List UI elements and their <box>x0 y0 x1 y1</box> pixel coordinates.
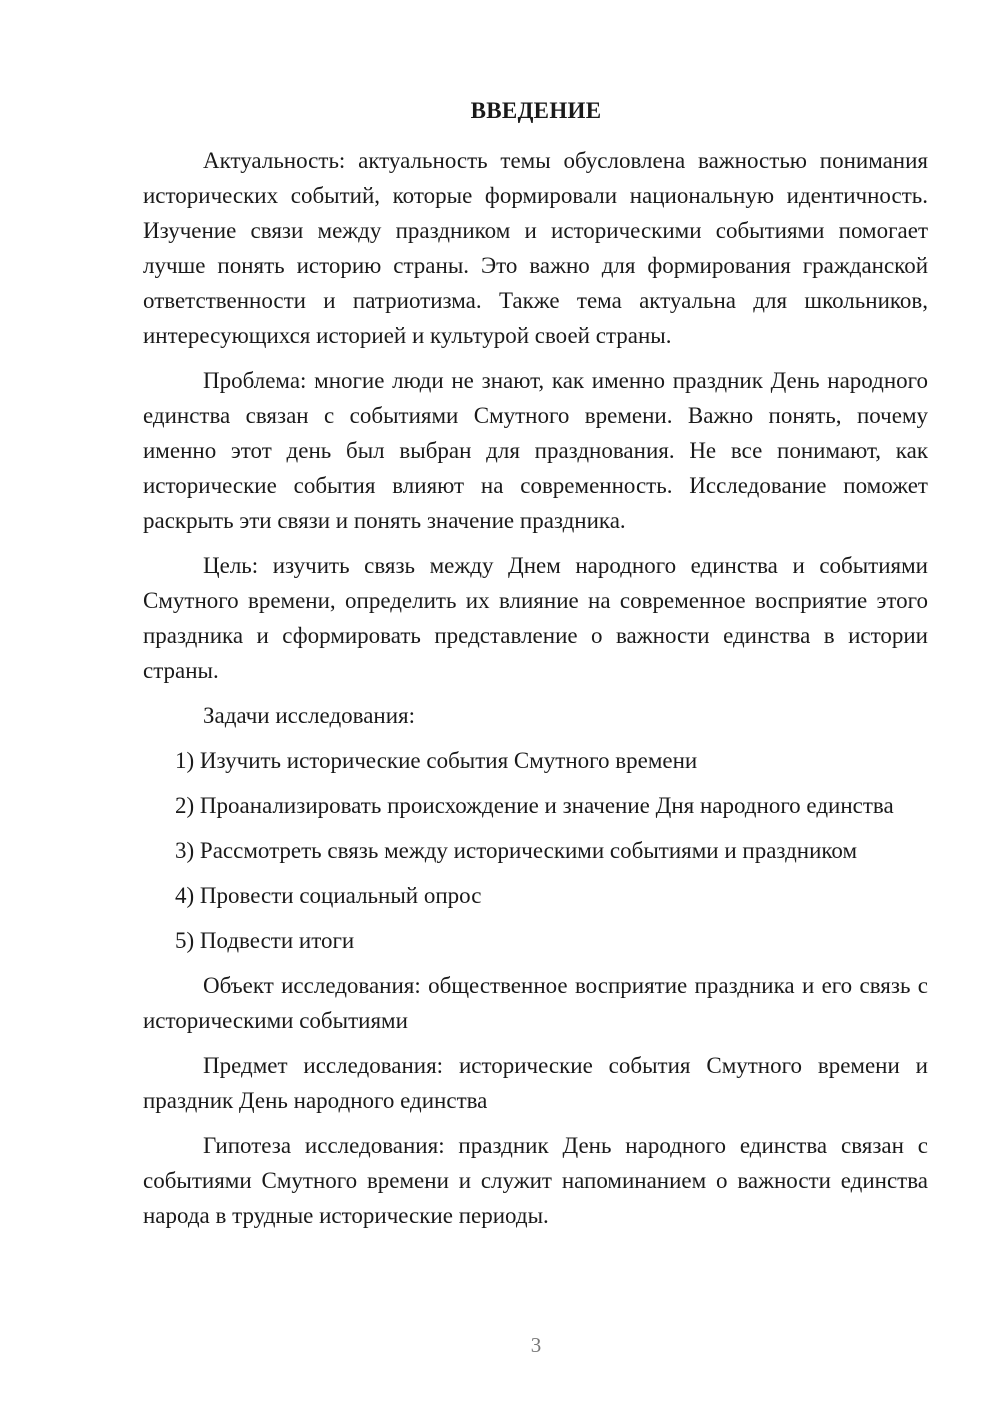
object-paragraph: Объект исследования: общественное восприятие праздника и его связь с историческими событиями <box>143 973 928 1033</box>
task-item: 5) Подвести итоги <box>175 928 355 953</box>
document-body <box>143 143 928 1243</box>
subject-paragraph: Предмет исследования: исторические события Смутного времени и праздник День народного единства <box>143 1053 928 1113</box>
problem-paragraph: Проблема: многие люди не знают, как именно праздник День народного единства связан с событиями Смутного времени. Важно понять, почему именно этот день был выбран для празднования. Не все понимают, как исторические события влияют на современность. Исследование поможет раскрыть эти связи и понять значение праздника. <box>143 368 928 533</box>
section-heading: ВВЕДЕНИЕ <box>470 98 602 123</box>
hypothesis-paragraph: Гипотеза исследования: праздник День народного единства связан с событиями Смутного времени и служит напоминанием о важности единства народа в трудные исторические периоды. <box>143 1133 928 1228</box>
tasks-title: Задачи исследования: <box>203 703 416 728</box>
task-item: 1) Изучить исторические события Смутного времени <box>175 748 698 773</box>
task-item: 4) Провести социальный опрос <box>175 883 482 908</box>
task-item: 2) Проанализировать происхождение и значение Дня народного единства <box>175 793 894 818</box>
goal-paragraph: Цель: изучить связь между Днем народного единства и событиями Смутного времени, определить их влияние на современное восприятие этого праздника и сформировать представление о важности единства в истории страны. <box>143 553 928 683</box>
page-number: 3 <box>530 1333 542 1357</box>
relevance-paragraph: Актуальность: актуальность темы обусловлена важностью понимания исторических событий, которые формировали национальную идентичность. Изучение связи между праздником и историческими событиями помогает лучше понять историю страны. Это важно для формирования гражданской ответственности и патриотизма. Также тема актуальна для школьников, интересующихся историей и культурой своей страны. <box>143 148 928 348</box>
task-item: 3) Рассмотреть связь между историческими событиями и праздником <box>175 838 858 863</box>
